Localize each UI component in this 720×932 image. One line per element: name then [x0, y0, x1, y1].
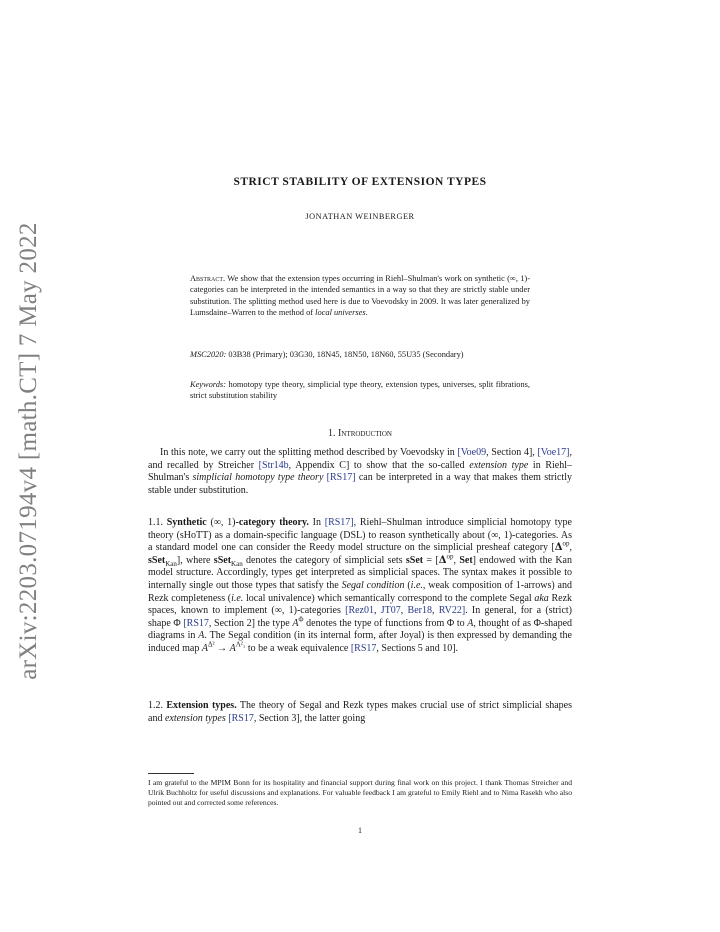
subsection-number: 1.1.	[148, 517, 167, 528]
section-heading-introduction: 1. Introduction	[328, 428, 392, 439]
subsection-heading: Extension types.	[166, 700, 237, 711]
citation-link[interactable]: [RS17	[350, 642, 377, 654]
msc-classification: MSC2020: 03B38 (Primary); 03G30, 18N45, 18N50, 18N60, 55U35 (Secondary)	[190, 350, 464, 359]
subsection-1-1: 1.1. Synthetic (∞, 1)-category theory. In [RS17], Riehl–Shulman introduce simplicial homotopy type theory (sHoTT) as a domain-specific language (DSL) to reason synthetically about (∞, 1)-categories. As a standard model one can consider the Reedy model structure on the simplicial presheaf category [𝚫$^{op}$, sSet$_{Kan}$], where sSet$_{Kan}$ denotes the category of simplicial sets sSet = [𝚫$^{op}$, Set] endowed with the Kan model structure. Accordingly, types get interpreted as simplicial spaces. The syntax makes it possible to internally single out those types that satisfy the Segal condition (i.e., weak composition of 1-arrows) and Rezk completeness (i.e. local univalence) which semantically correspond to the complete Segal aka Rezk spaces, known to implement (∞, 1)-categories [Rez01, JT07, Ber18, RV22]. In general, for a (strict) shape Φ [RS17, Section 2] the type $A^\Phi$ denotes the type of functions from Φ to A, thought of as Φ-shaped diagrams in A. The Segal condition (in its internal form, after Joyal) is then expressed by demanding the induced map $A^{\Delta^2} \to A^{\Lambda^2_1}$ to be a weak equivalence [RS17, Sections 5 and 10].	[148, 517, 573, 654]
citation-link[interactable]: [Rez01	[345, 605, 374, 617]
citation-link[interactable]: [RS17]	[326, 472, 356, 484]
footnote: I am grateful to the MPIM Bonn for its hospitality and financial support during final work on this project. I thank Thomas Streicher and Ulrik Buchholtz for useful discussions and explanations. For valuable feedback I am grateful to Emily Riehl and to Nima Rasekh who also pointed out and corrected some references.	[148, 778, 572, 807]
citation-link[interactable]: Ber18	[407, 605, 432, 617]
abstract-label: Abstract.	[190, 274, 226, 283]
footnote-rule	[148, 773, 194, 774]
citation-link[interactable]: [RS17]	[324, 517, 354, 528]
page-number: 1	[358, 826, 362, 835]
paper-title: STRICT STABILITY OF EXTENSION TYPES	[233, 176, 487, 188]
subsection-number: 1.2.	[148, 700, 167, 711]
citation-link[interactable]: [RS17	[183, 617, 209, 629]
subsection-1-2: 1.2. Extension types. The theory of Segal and Rezk types makes crucial use of strict simplicial shapes and extension types [RS17, Section 3], the latter going	[148, 700, 572, 724]
keywords: Keywords: homotopy type theory, simplicial type theory, extension types, universes, split fibrations, strict substitution stability	[190, 380, 530, 401]
keywords-label: Keywords:	[190, 380, 226, 389]
subsection-heading: Synthetic (∞, 1)-category theory.	[166, 517, 309, 528]
abstract: Abstract. We show that the extension types occurring in Riehl–Shulman's work on synthetic (∞, 1)-categories can be interpreted in the intended semantics in a way so that they are strictly stable under substitution. The splitting method used here is due to Voevodsky in 2009. It was later generalized by Lumsdaine–Warren to the method of local universes.	[190, 274, 530, 318]
citation-link[interactable]: JT07	[380, 605, 401, 617]
paper-author: JONATHAN WEINBERGER	[305, 212, 415, 221]
citation-link[interactable]: [Str14b	[258, 459, 289, 471]
arxiv-sidebar-stamp	[4, 222, 54, 680]
citation-link[interactable]: RV22]	[438, 605, 466, 617]
citation-link[interactable]: [RS17	[228, 712, 254, 724]
msc-label: MSC2020:	[190, 350, 227, 359]
arxiv-identifier: arXiv:2203.07194v4 [math.CT] 7 May 2022	[15, 222, 42, 680]
intro-paragraph: In this note, we carry out the splitting method described by Voevodsky in [Voe09, Section 4], [Voe17], and recalled by Streicher [Str14b, Appendix C] to show that the so-called extension type in Riehl–Shulman's simplicial homotopy type theory [RS17] can be interpreted in a way that makes them strictly stable under substitution.	[148, 447, 572, 496]
citation-link[interactable]: [Voe17]	[537, 447, 570, 458]
citation-link[interactable]: [Voe09	[457, 447, 487, 458]
